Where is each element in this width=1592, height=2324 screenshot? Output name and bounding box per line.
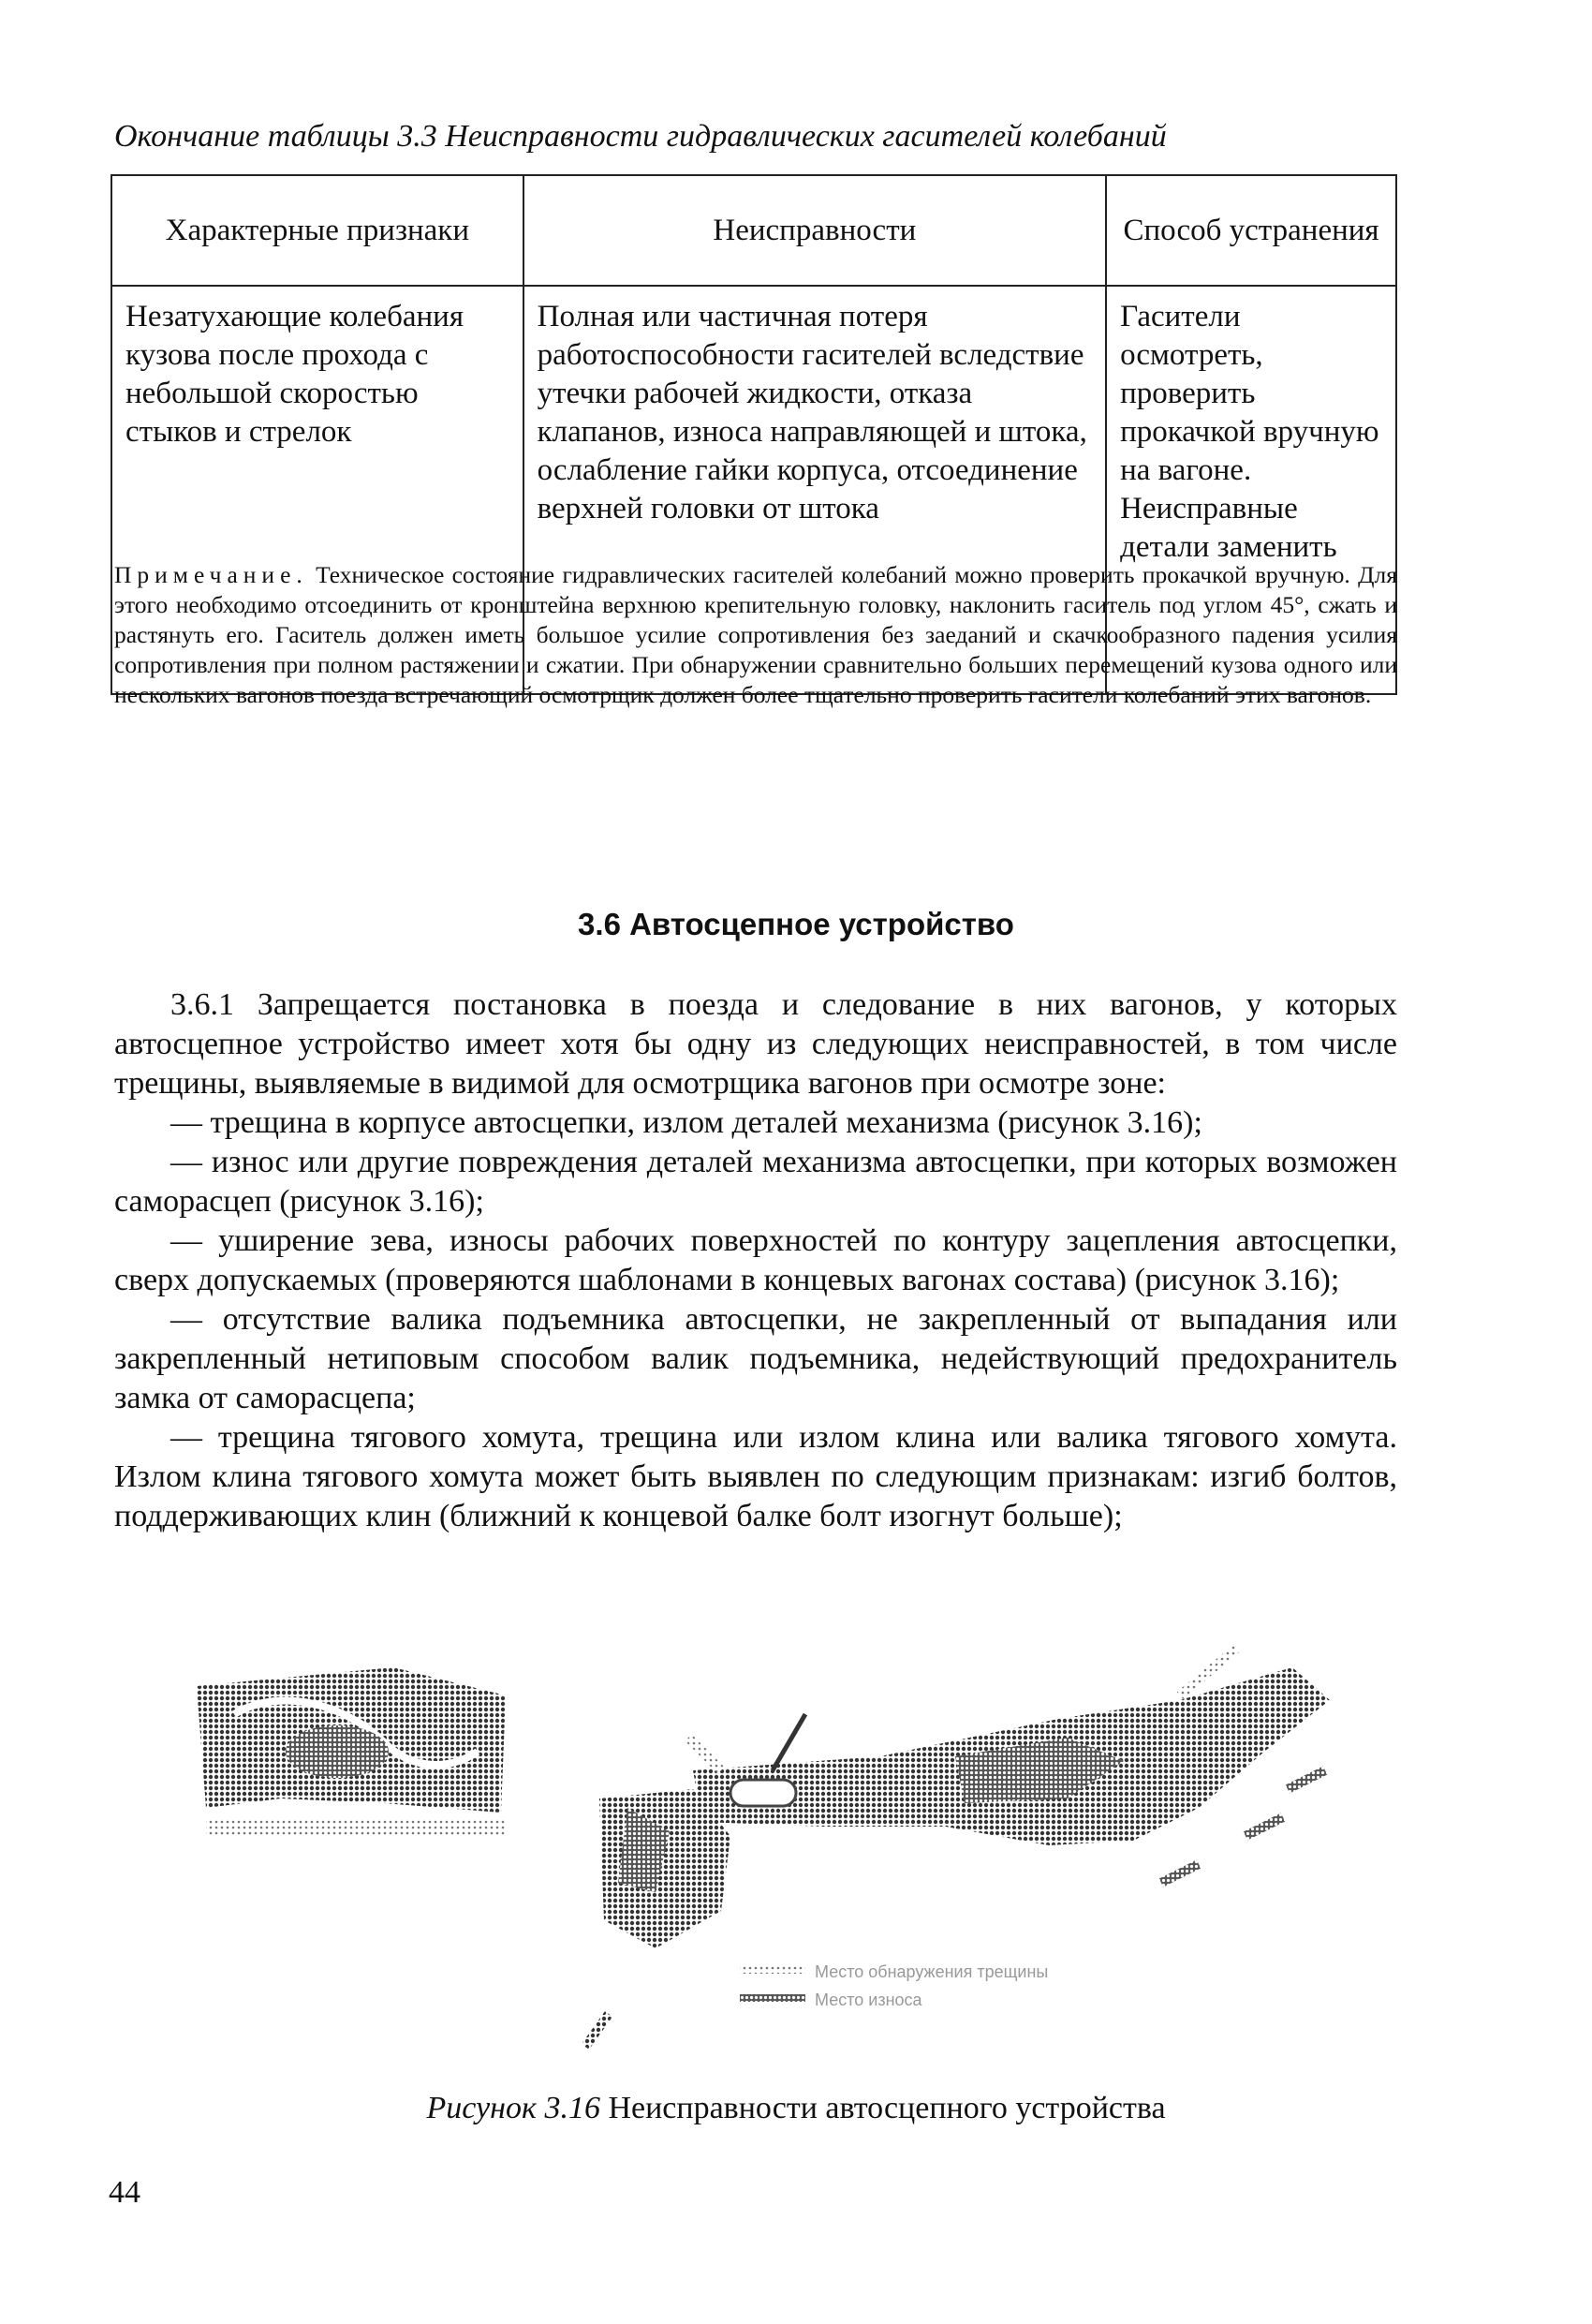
list-item: — трещина в корпусе автосцепки, излом деталей механизма (рисунок 3.16); bbox=[170, 1105, 1202, 1140]
table-header-row bbox=[111, 175, 1396, 286]
cell-remedy: Гасители осмотреть, проверить прокачкой вручную на вагоне. Неисправные детали заменить bbox=[1106, 286, 1396, 694]
figure-caption bbox=[0, 2091, 1592, 2126]
header-faults: Неисправности bbox=[523, 175, 1106, 286]
page-number: 44 bbox=[109, 2175, 140, 2210]
cell-signs: Незатухающие колебания кузова после прохода с небольшой скоростью стыков и стрелок bbox=[111, 286, 523, 694]
header-remedy: Способ устранения bbox=[1106, 175, 1396, 286]
figure-caption-label: Рисунок 3.16 bbox=[426, 2091, 600, 2125]
list-item: — трещина тягового хомута, трещина или излом клина или валика тягового хомута. Излом клина тягового хомута может быть выявлен по следующим признакам: изгиб болтов, поддерживающих клин (ближний к концевой балке болт изогнут больше); bbox=[114, 1420, 1397, 1533]
section-body bbox=[114, 985, 1397, 1536]
header-signs: Характерные признаки bbox=[111, 175, 523, 286]
paragraph-intro: 3.6.1 Запрещается постановка в поезда и следование в них вагонов, у которых автосцепное устройство имеет хотя бы одну из следующих неисправностей, в том числе трещины, выявляемые в видимой для осмотрщика вагонов при осмотре зоне: bbox=[114, 987, 1397, 1101]
list-item: — износ или другие повреждения деталей механизма автосцепки, при которых возможен саморасцеп (рисунок 3.16); bbox=[114, 1145, 1397, 1219]
note-label: Примечание. bbox=[114, 561, 308, 588]
figure-legend bbox=[740, 1962, 1048, 2009]
table-note bbox=[114, 560, 1397, 710]
table-caption-prefix: Окончание таблицы 3.3 bbox=[114, 119, 437, 154]
figure-caption-text: Неисправности автосцепного устройства bbox=[608, 2091, 1166, 2125]
cell-faults: Полная или частичная потеря работоспособности гасителей вследствие утечки рабочей жидкости, отказа клапанов, износа направляющей и штока, ослабление гайки корпуса, отсоединение верхней головки от штока bbox=[523, 286, 1106, 694]
legend-wear-label: Место износа bbox=[815, 1991, 922, 2009]
legend-crack-label: Место обнаружения трещины bbox=[815, 1962, 1049, 1981]
section-heading: 3.6 Автосцепное устройство bbox=[578, 907, 1014, 941]
coupler-faults-figure bbox=[169, 1611, 1349, 2051]
lock-detail-photo bbox=[585, 1789, 730, 2047]
table-caption-title: Неисправности гидравлических гасителей колебаний bbox=[445, 119, 1167, 154]
list-item: — уширение зева, износы рабочих поверхностей по контуру зацепления автосцепки, сверх допускаемых (проверяются шаблонами в концевых вагонах состава) (рисунок 3.16); bbox=[114, 1223, 1397, 1297]
draft-yoke-photo bbox=[688, 1649, 1330, 1883]
note-text: Техническое состояние гидравлических гасителей колебаний можно проверить прокачкой вручную. Для этого необходимо отсоединить от кронштейна верхнюю крепительную головку, наклонить гаситель под углом 45°, сжать и растянуть его. Гаситель должен иметь большое усилие сопротивления без заеданий и скачкообразного падения усилия сопротивления при полном растяжении и сжатии. При обнаружении сравнительно больших перемещений кузова одного или нескольких вагонов поезда встречающий осмотрщик должен более тщательно проверить гасители колебаний этих вагонов. bbox=[114, 561, 1397, 708]
list-item: — отсутствие валика подъемника автосцепки, не закрепленный от выпадания или закрепленный нетиповым способом валик подъемника, недействующий предохранитель замка от саморасцепа; bbox=[114, 1302, 1397, 1415]
table-caption bbox=[114, 118, 1425, 155]
coupler-head-photo bbox=[197, 1667, 506, 1827]
